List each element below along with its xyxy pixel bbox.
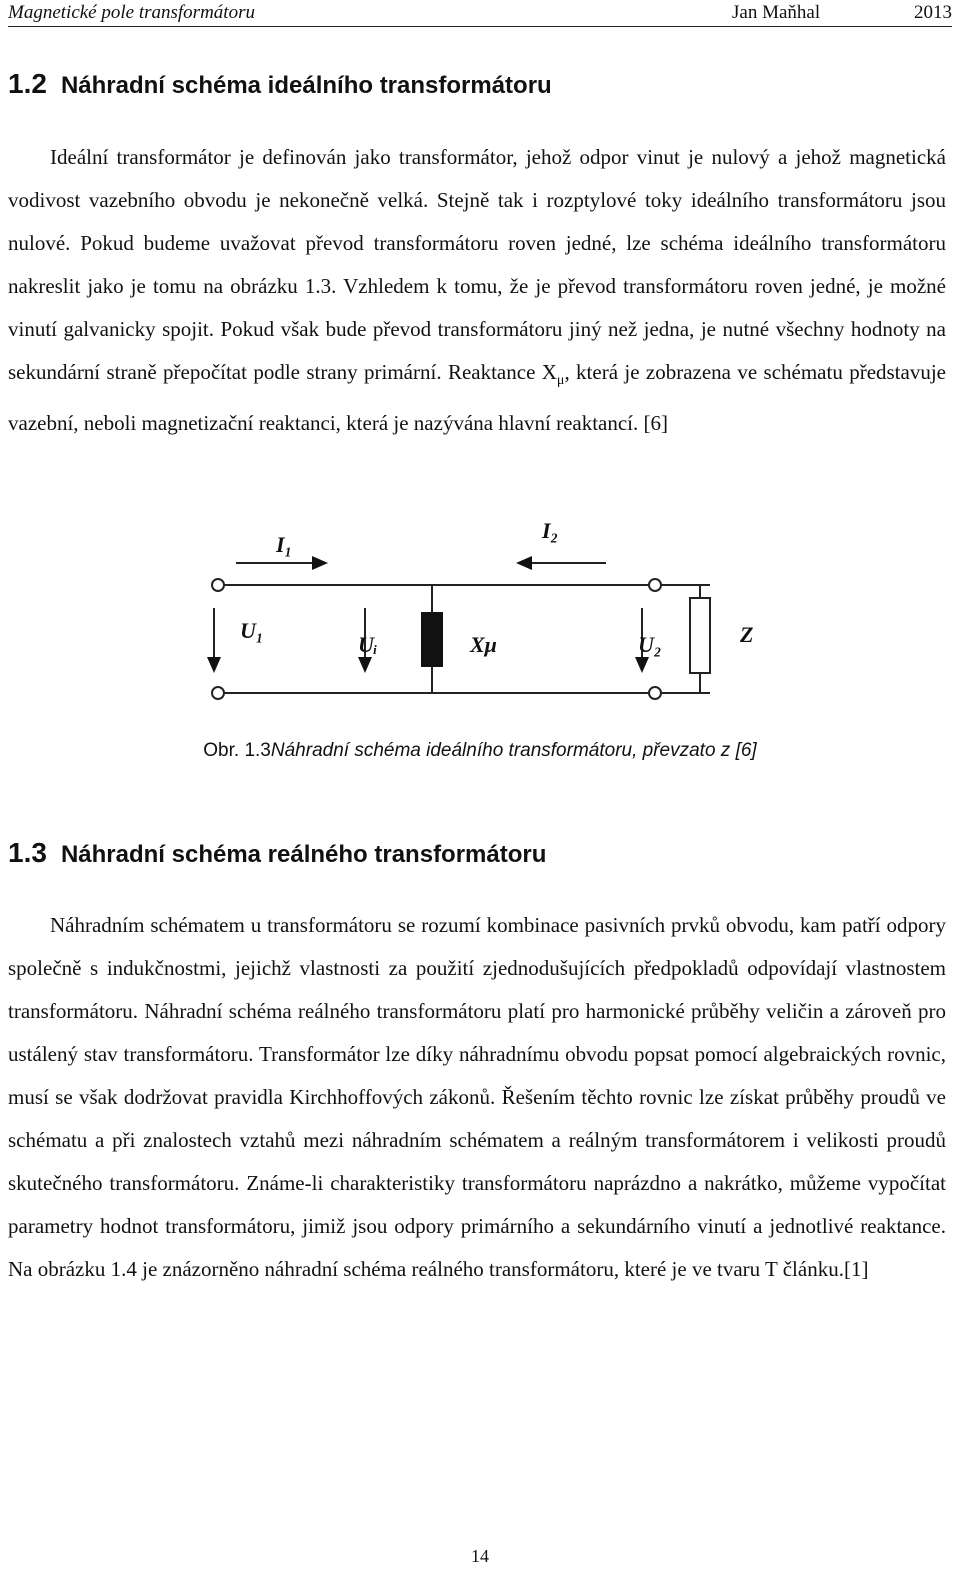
section-title: Náhradní schéma reálného transformátoru	[60, 841, 547, 868]
page-header	[8, 0, 952, 27]
current-i2-arrowhead	[516, 556, 532, 570]
paragraph-ideal-transformer	[8, 136, 946, 445]
section-number: 1.2	[8, 68, 47, 99]
section-number: 1.3	[8, 837, 47, 868]
label-i1: I₁	[276, 532, 293, 557]
header-title: Magnetické pole transformátoru	[8, 2, 255, 23]
paragraph-real-transformer	[8, 904, 946, 1291]
figure-caption	[0, 740, 960, 762]
voltage-u1-arrowhead	[207, 657, 221, 673]
label-ui: Uᵢ	[358, 632, 378, 657]
reactance-subscript: μ	[556, 373, 565, 389]
label-z: Z	[740, 622, 754, 647]
figure-caption-text: Náhradní schéma ideálního transformátoru, převzato z [6]	[270, 740, 757, 761]
terminal-bottom-left	[212, 687, 224, 699]
label-i2: I₂	[542, 518, 559, 543]
terminal-top-right	[649, 579, 661, 591]
section-heading-1-2	[8, 68, 552, 100]
page-number: 14	[471, 1546, 489, 1566]
figure-caption-prefix: Obr. 1.3	[203, 740, 271, 761]
paragraph-text: Náhradním schématem u transformátoru se rozumí kombinace pasivních prvků obvodu, kam patří odpory společně s indukčnostmi, jejichž vlastnosti za použití zjednodušujících předpokladů odpovídají vlastnostem transformátoru. Náhradní schéma reálného transformátoru platí pro harmonické průběhy veličin a zároveň pro ustálený stav transformátoru. Transformátor lze díky náhradnímu obvodu popsat pomocí algebraických rovnic, musí se však dodržovat pravidla Kirchhoffových zákonů. Řešením těchto rovnic lze získat průběhy proudů ve schématu a při znalostech vztahů mezi náhradním schématem a reálným transformátorem i velikosti proudů skutečného transformátoru. Známe-li charakteristiky transformátoru naprázdno a nakrátko, můžeme vypočítat parametry hodnot transformátoru, jimiž jsou odpory primárního a sekundárního vinutí a jednotlivé reaktance. Na obrázku 1.4 je znázorněno náhradní schéma reálného transformátoru, které je ve tvaru T článku.[1]	[8, 913, 946, 1281]
voltage-ui-arrowhead	[358, 657, 372, 673]
label-u2: U₂	[638, 632, 662, 657]
paragraph-text-b: , která je zobrazena ve schématu představuje vazební, neboli magnetizační reaktanci, která je nazývána hlavní reaktancí. [6]	[8, 360, 946, 436]
label-x-mu: Xμ	[470, 632, 497, 657]
ideal-transformer-circuit-diagram	[196, 508, 776, 723]
current-i1-arrowhead	[312, 556, 328, 570]
impedance-element	[690, 598, 710, 673]
voltage-u2-arrowhead	[635, 657, 649, 673]
section-title: Náhradní schéma ideálního transformátoru	[60, 72, 552, 99]
terminal-bottom-right	[649, 687, 661, 699]
reactance-element	[421, 612, 443, 667]
header-year: 2013	[914, 2, 952, 23]
label-u1: U₁	[240, 618, 264, 643]
header-author: Jan Maňhal	[732, 2, 821, 23]
section-heading-1-3	[8, 837, 546, 869]
paragraph-text-a: Ideální transformátor je definován jako transformátor, jehož odpor vinut je nulový a jehož magnetická vodivost vazebního obvodu je nekonečně velká. Stejně tak i rozptylové toky ideálního transformátoru jsou nulové. Pokud budeme uvažovat převod transformátoru roven jedné, lze schéma ideálního transformátoru nakreslit jako je tomu na obrázku 1.3. Vzhledem k tomu, že je převod transformátoru roven jedné, je možné vinutí galvanicky spojit. Pokud však bude převod transformátoru jiný než jedna, je nutné všechny hodnoty na sekundární straně přepočítat podle strany primární. Reaktance X	[8, 145, 946, 384]
terminal-top-left	[212, 579, 224, 591]
